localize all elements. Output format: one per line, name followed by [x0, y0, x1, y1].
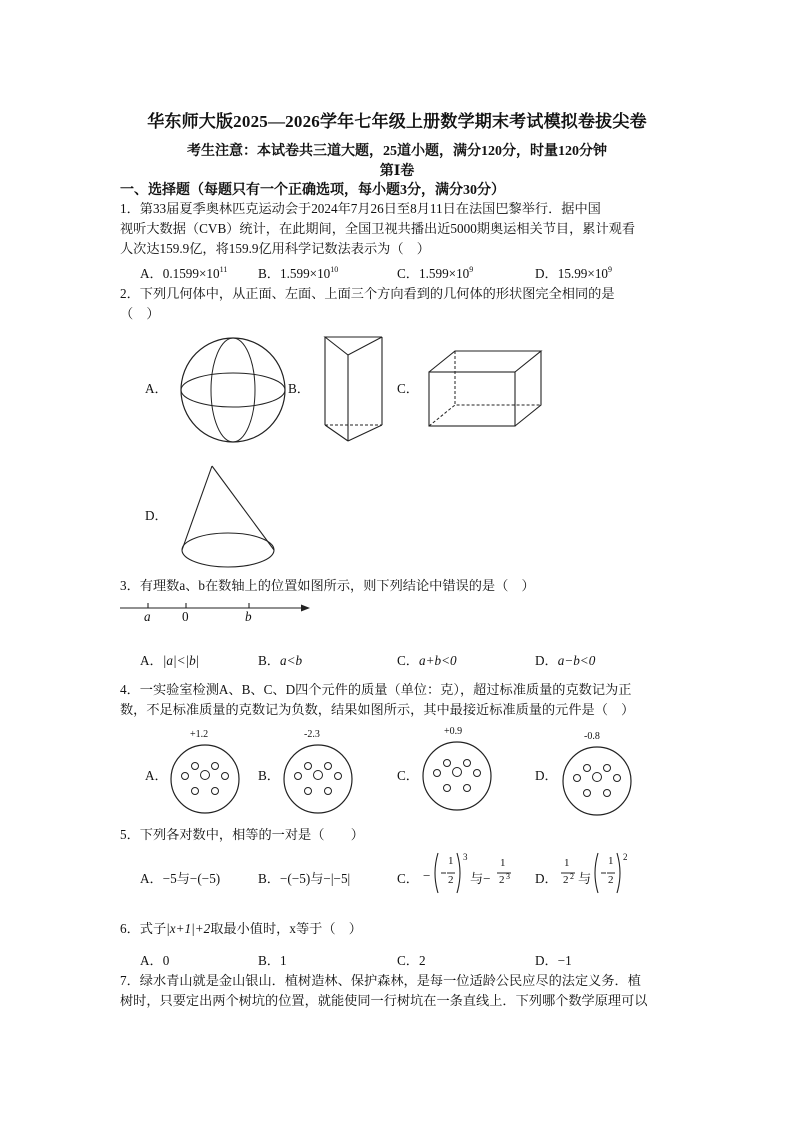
triangular-prism-figure	[320, 333, 390, 445]
q1-line-1: 1．第33届夏季奥林匹克运动会于2024年7月26日至8月11日在法国巴黎举行．据中国	[120, 201, 601, 216]
q2-option-c[interactable]: C．	[397, 381, 419, 396]
q4-line-2: 数，不足标准质量的克数记为负数，结果如图所示，其中最接近标准质量的元件是（ ）	[120, 702, 635, 717]
q6-option-b[interactable]: B．1	[258, 953, 287, 968]
cuboid-figure	[426, 348, 546, 430]
q2-option-b[interactable]: B．	[288, 381, 310, 396]
q3-option-c[interactable]: C．a+b<0	[397, 653, 457, 668]
q2-line-2: （ ）	[120, 306, 160, 321]
q2-option-a[interactable]: A．	[145, 381, 168, 396]
component-a	[169, 743, 241, 815]
q7-line-2: 树时，只要定出两个树坑的位置，就能使同一行树坑在一条直线上．下列哪个数学原理可以	[120, 993, 648, 1008]
q5-option-b[interactable]: B．−(−5)与−|−5|	[258, 871, 351, 886]
q7-line-1: 7．绿水青山就是金山银山．植树造林、保护森林，是每一位适龄公民应尽的法定义务．植	[120, 973, 641, 988]
q5-option-d[interactable]: D．	[535, 871, 558, 886]
component-a-value: +1.2	[190, 729, 209, 740]
q2-line-1: 2．下列几何体中，从正面、左面、上面三个方向看到的几何体的形状图完全相同的是	[120, 286, 615, 301]
q1-option-b[interactable]: B．$1.599\times 10^{10}$	[258, 265, 339, 281]
volume-title: 第Ⅰ卷	[379, 164, 415, 179]
q2-option-d[interactable]: D．	[145, 508, 168, 523]
q1-option-c[interactable]: C．$1.599\times 10^9$	[397, 265, 474, 281]
q5-text: 5．下列各对数中，相等的一对是（ ）	[120, 827, 364, 842]
axis-label-a: a	[144, 609, 151, 624]
q1-line-3: 人次达159.9亿，将159.9亿用科学记数法表示为（ ）	[120, 241, 430, 256]
q1-option-a[interactable]: A．$0.1599\times 10^{11}$	[140, 265, 228, 281]
section-title: 一、选择题（每题只有一个正确选项，每小题3分，满分30分）	[120, 183, 505, 198]
component-c	[421, 740, 493, 812]
exam-title: 华东师大版2025—2026学年七年级上册数学期末考试模拟卷拔尖卷	[147, 112, 647, 131]
q1-option-d[interactable]: D．$15.99\times 10^9$	[535, 265, 613, 281]
q3-text: 3．有理数a、b在数轴上的位置如图所示，则下列结论中错误的是（ ）	[120, 578, 535, 593]
q6-option-c[interactable]: C．2	[397, 953, 426, 968]
sphere-figure	[178, 335, 288, 445]
q3-option-d[interactable]: D．a−b<0	[535, 653, 596, 668]
q6-option-d[interactable]: D．−1	[535, 953, 572, 968]
component-b	[282, 743, 354, 815]
q4-line-1: 4．一实验室检测A、B、C、D四个元件的质量（单位：克），超过标准质量的克数记为正	[120, 682, 632, 697]
q6-option-a[interactable]: A．0	[140, 953, 170, 968]
q5-option-c[interactable]: C．	[397, 871, 419, 886]
component-c-value: +0.9	[444, 726, 463, 737]
q4-option-b[interactable]: B．	[258, 768, 280, 783]
cone-figure	[178, 462, 278, 572]
q4-option-c[interactable]: C．	[397, 768, 419, 783]
component-d	[561, 745, 633, 817]
axis-label-b: b	[245, 609, 252, 624]
q3-option-b[interactable]: B．a<b	[258, 653, 303, 668]
q6-text: 6．式子|x+1|+2取最小值时，x等于（ ）	[120, 921, 362, 936]
q5-c-paren	[432, 851, 462, 895]
q4-option-d[interactable]: D．	[535, 768, 558, 783]
q4-option-a[interactable]: A．	[145, 768, 168, 783]
axis-label-zero: 0	[182, 609, 189, 624]
exam-notice: 考生注意：本试卷共三道大题，25道小题，满分120分，时量120分钟	[187, 144, 607, 159]
q5-option-a[interactable]: A．−5与−(−5)	[140, 871, 221, 886]
component-b-value: -2.3	[304, 729, 320, 740]
q3-option-a[interactable]: A．|a|<|b|	[140, 653, 200, 668]
q1-line-2: 视听大数据（CVB）统计，在此期间，全国卫视共播出近5000期奥运相关节目，累计观看	[120, 221, 636, 236]
component-d-value: -0.8	[584, 731, 600, 742]
